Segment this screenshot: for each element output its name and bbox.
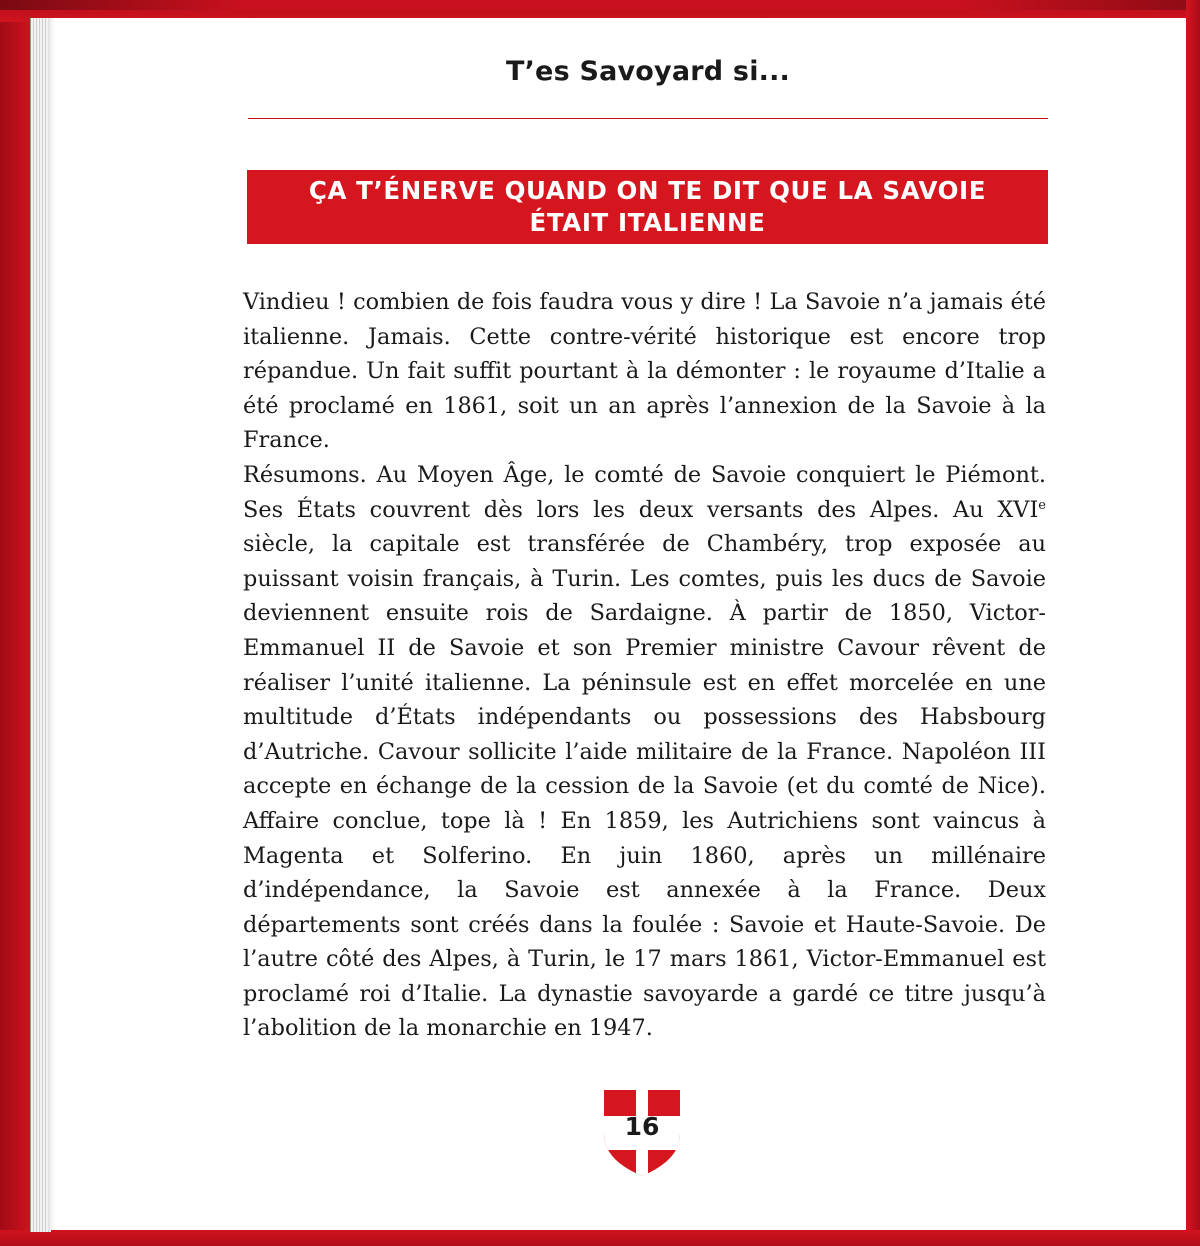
book-cover-right-edge bbox=[1186, 0, 1200, 1246]
running-title: T’es Savoyard si... bbox=[505, 56, 791, 87]
paragraph-2-part-b: siècle, la capitale est transférée de Chambéry, trop exposée au puissant voisin français, à Turin. Les comtes, puis les ducs de Savoie deviennent ensuite rois de Sardaigne. À partir de 1850, Victor-Emmanuel II de Savoie et son Premier ministre Cavour rêvent de réaliser l’unité italienne. La péninsule est en effet morcelée en une multitude d’États indépendants ou possessions des Habsbourg d’Autriche. Cavour sollicite l’aide militaire de la France. Napoléon III accepte en échange de la cession de la Savoie (et du comté de Nice). Affaire conclue, tope là ! En 1859, les Autrichiens sont vaincus à Magenta et Solferino. En juin 1860, après un millénaire d’indépendance, la Savoie est annexée à la France. Deux départements sont créés dans la foulée : Savoie et Haute-Savoie. De l’autre côté des Alpes, à Turin, le 17 mars 1861, Victor-Emmanuel est proclamé roi d’Italie. La dynastie savoyarde a gardé ce titre jusqu’à l’abolition de la monarchie en 1947. bbox=[243, 531, 1046, 1042]
title-divider bbox=[248, 118, 1048, 119]
paragraph-2-part-a: Résumons. Au Moyen Âge, le comté de Savoie conquiert le Piémont. Ses États couvrent dès lors les deux versants des Alpes. Au XVI bbox=[243, 461, 1046, 523]
chapter-heading-line-2: ÉTAIT ITALIENNE bbox=[529, 208, 766, 237]
page-number: 16 bbox=[624, 1112, 660, 1141]
chapter-heading-banner bbox=[247, 170, 1048, 244]
body-text bbox=[243, 285, 1046, 1046]
century-superscript: e bbox=[1038, 497, 1046, 513]
chapter-heading-line-1: ÇA T’ÉNERVE QUAND ON TE DIT QUE LA SAVOIE bbox=[308, 176, 987, 205]
book-cover-left-edge bbox=[0, 0, 32, 1246]
paragraph-2 bbox=[243, 458, 1046, 1046]
book-cover-bottom-edge bbox=[0, 1230, 1200, 1246]
book-cover-top-shade bbox=[0, 0, 1200, 10]
paragraph-1: Vindieu ! combien de fois faudra vous y dire ! La Savoie n’a jamais été italienne. Jamais. Cette contre-vérité historique est encore trop répandue. Un fait suffit pourtant à la démonter : le royaume d’Italie a été proclamé en 1861, soit un an après l’annexion de la Savoie à la France. bbox=[243, 289, 1046, 454]
